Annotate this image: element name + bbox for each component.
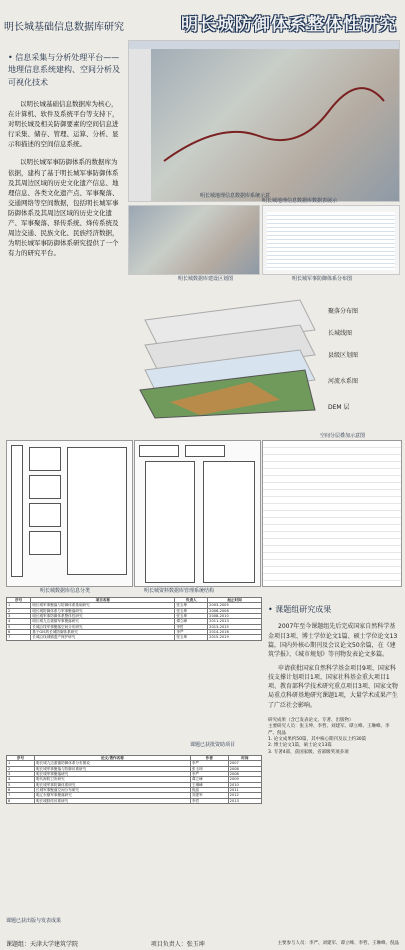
table-cell: 谭立峰 <box>190 777 228 782</box>
table2 <box>6 755 262 804</box>
table-cell: 2014-2016 <box>208 629 262 634</box>
table-cell: 2007 <box>228 761 261 766</box>
table-cell: 李严 <box>175 629 208 634</box>
table-cell: 明代海防卫所研究 <box>34 777 190 782</box>
layer-item-4: 河流水系图 <box>328 378 359 385</box>
table-cell: 明长城军事防御体系研究 <box>34 782 190 787</box>
table-cell: 8 <box>7 798 35 803</box>
table-cell: 1 <box>7 761 35 766</box>
table-cell: 刘建军 <box>190 793 228 798</box>
intro-heading-text: 信息采集与分析处理平台——地理信息系统建构、空间分析及可视化技术 <box>8 53 120 87</box>
table-cell: 长城沿线军事聚落空间分布研究 <box>31 624 175 629</box>
flow2-top-2 <box>185 445 225 457</box>
table-cell: 张玉坤 <box>175 603 208 608</box>
table-cell: 2009 <box>228 777 261 782</box>
table-cell: 明长城军事聚落研究 <box>34 771 190 776</box>
table-cell: 3 <box>7 613 31 618</box>
table-cell: 李哲 <box>190 798 228 803</box>
classification-table <box>262 440 402 587</box>
table-cell: 李哲 <box>175 624 208 629</box>
table-cell: 李严 <box>190 771 228 776</box>
research-heading <box>268 604 398 616</box>
table-cell: 明长城九边重镇军事聚落研究 <box>31 619 175 624</box>
table-cell: 张玉坤 <box>190 766 228 771</box>
intro-bullet: • <box>8 53 13 62</box>
layers-diagram <box>130 290 398 430</box>
table-cell: 2 <box>7 766 35 771</box>
research-bullet: • <box>268 605 273 614</box>
research-note: 1. 论文成果约50篇，其中核心期刊及以上约30篇 <box>268 736 367 742</box>
table-row <box>7 635 262 640</box>
research-para-1: 2007年至今课题组先后完成国家自然科学基金项目3项、博士学位论文1篇、硕士学位论文13篇，国内外核心期刊及会议论文50余篇，在《建筑学报》、《城市规划》等刊物发表论文多篇。 <box>268 623 398 659</box>
intro-paragraph-1: 以明长城基础信息数据库为核心，在计算机、软件及系统平台等支持下，对明长城及相关防御要素的空间信息进行采集、储存、管理、运算、分析、显示和描述的空间信息系统。 <box>8 100 119 149</box>
table-cell: 张玉坤 <box>175 635 208 640</box>
table-cell: 长城军事聚落空间分布研究 <box>34 787 190 792</box>
table-cell: 基于GIS的长城防御体系研究 <box>31 629 175 634</box>
table-cell: 5 <box>7 624 31 629</box>
gis-map-small-1 <box>128 205 260 275</box>
research-note: 2. 博士论文1篇，硕士论文13篇 <box>268 743 332 749</box>
footer <box>0 936 405 950</box>
table-cell: 4 <box>7 777 35 782</box>
table-cell: 4 <box>7 619 31 624</box>
table-cell: 2015-2019 <box>208 635 262 640</box>
layer-item-3: 县级区划图 <box>328 352 359 359</box>
table-cell: 6 <box>7 787 35 792</box>
caption-flow1: 明长城数据库信息分类 <box>40 588 91 594</box>
table1-header-cell: 负责人 <box>175 598 208 603</box>
flow1-node-d <box>29 531 61 555</box>
flowchart-2 <box>134 440 261 587</box>
flow1-node-a <box>29 447 61 471</box>
table-cell: 倪晶 <box>190 787 228 792</box>
table-cell: 1 <box>7 603 31 608</box>
flow1-node-b <box>29 475 61 499</box>
caption-maps-row-2: 明长城军事防御体系分布图 <box>292 276 353 282</box>
great-wall-line <box>159 81 389 181</box>
table-cell: 3 <box>7 771 35 776</box>
table-row <box>7 798 262 803</box>
table-cell: 6 <box>7 629 31 634</box>
table2-header-cell: 作者 <box>190 756 228 761</box>
gis-table-screenshot <box>262 205 400 275</box>
table-cell: 张玉坤 <box>175 613 208 618</box>
intro-paragraph-2: 以明长城军事防御体系的数据库为依据，建构了基于明长城军事防御体系及其周边区域的历史文化遗产信息、地理信息、各类文化遗产点、军事聚落、交通网络等空间数据，包括明长城军事防御体系及其周边区域的历史文化遗产、军事聚落、驿传系统、烽传系统及周边交通、民族文化、民族经济数据，为明长城军事防御体系研究提供了一个有力的研究平台。 <box>8 158 119 258</box>
table-cell: 5 <box>7 782 35 787</box>
table-cell: 明辽东镇军事聚落研究 <box>34 793 190 798</box>
table2-header-cell: 时间 <box>228 756 261 761</box>
table-cell: 2008 <box>228 771 261 776</box>
research-note: 3. 专著4部，获国家级、省部级奖项多项 <box>268 749 349 755</box>
flow2-column-1 <box>145 461 195 583</box>
header-right-title: 明长城防御体系整体性研究 <box>181 15 397 35</box>
research-note: 研究成果（含已发表论文、专著、出版物） <box>268 718 354 724</box>
table-cell: 张玉坤 <box>175 608 208 613</box>
table-cell: 2011 <box>228 787 261 792</box>
table1-header-cell: 序号 <box>7 598 31 603</box>
gis-layer-panel <box>129 49 151 201</box>
caption-gis-platform-2: 明长城地理信息数据库数据表展示 <box>262 198 338 204</box>
footer-right: 主要参与人员：李严、刘建军、谭立峰、李哲、王琳峰、倪晶 <box>277 941 399 946</box>
caption-gis-platform: 明长城地理信息数据库系统示意 <box>200 193 271 199</box>
caption-flow2: 明长城资料数据库管理系统结构 <box>144 588 215 594</box>
research-heading-text: 课题组研究成果 <box>275 605 332 614</box>
layer-item-1: 聚落分布图 <box>328 308 359 315</box>
table-cell: 2006-2008 <box>208 608 262 613</box>
caption-maps-row: 明长城数据库建设区划图 <box>178 276 234 282</box>
caption-layers: 空间分层叠加示意图 <box>320 433 366 439</box>
table1-header-cell: 起止时间 <box>208 598 262 603</box>
classification-rows <box>263 441 401 586</box>
gis-main-screenshot <box>128 40 400 202</box>
table-cell: 2008-2010 <box>208 613 262 618</box>
flow1-node-c <box>29 503 61 527</box>
table-cell: 2011-2013 <box>208 619 262 624</box>
table2-header-cell: 序号 <box>7 756 35 761</box>
header-left-title: 明长城基础信息数据库研究 <box>4 22 124 33</box>
table-cell: 2013 <box>228 798 261 803</box>
flowchart-1 <box>6 440 133 587</box>
table-cell: 明长城驿传体系研究 <box>34 798 190 803</box>
research-para-2: 申请获批国家自然科学基金项目9项、国家科技支撑计划项目1项、国家社科基金重大项目1项、教育部科学技术研究重点项目3项、国家文物局重点科研基地研究课题1项，大量学术成果产生了广泛社会影响。 <box>268 664 398 709</box>
flow1-leaves <box>67 447 127 575</box>
layer-item-2: 长城线图 <box>328 330 353 337</box>
intro-block <box>8 52 120 258</box>
table-cell: 李严 <box>190 761 228 766</box>
table1 <box>6 597 262 641</box>
table1-header-cell: 项目名称 <box>31 598 175 603</box>
flow1-root <box>11 445 23 577</box>
caption-table2: 课题已获出版与发表成果 <box>6 918 62 924</box>
footer-left: 课题组：天津大学建筑学院 <box>6 940 79 948</box>
table1-wrapper <box>6 597 262 641</box>
table-cell: 2008 <box>228 766 261 771</box>
layer-item-5: DEM 层 <box>328 404 350 411</box>
table-cell: 明长城军事防御体系整体性研究 <box>31 613 175 618</box>
table-rows <box>267 212 395 270</box>
table-cell: 明长城九边重镇防御体系分布图说 <box>34 761 190 766</box>
table-cell: 2013-2015 <box>208 624 262 629</box>
flow2-column-2 <box>203 461 255 583</box>
intro-heading <box>8 52 120 89</box>
layers-svg <box>130 290 320 420</box>
table-cell: 长城沿线城镇遗产保护研究 <box>31 635 175 640</box>
table-cell: 7 <box>7 635 31 640</box>
table2-header-cell: 论文/著作名称 <box>34 756 190 761</box>
table-cell: 2012 <box>228 793 261 798</box>
table-cell: 明长城军事聚落与防御体系研究 <box>34 766 190 771</box>
table-cell: 明长城防御体系与军事聚落研究 <box>31 608 175 613</box>
gis-toolbar <box>129 41 399 49</box>
flow2-top <box>139 445 179 457</box>
table-cell: 谭立峰 <box>175 619 208 624</box>
table-cell: 2010 <box>228 782 261 787</box>
table-cell: 2 <box>7 608 31 613</box>
table-cell: 2003-2005 <box>208 603 262 608</box>
research-notes <box>268 718 398 756</box>
table2-wrapper <box>6 755 262 804</box>
caption-table1: 课题已获批资助项目 <box>190 742 236 748</box>
research-block <box>268 604 398 756</box>
table-cell: 明长城军事聚落与防御体系基础研究 <box>31 603 175 608</box>
table-cell: 王琳峰 <box>190 782 228 787</box>
table-cell: 7 <box>7 793 35 798</box>
research-note: 主要研究人员：张玉坤、李哲、刘建军、谭立峰、王琳峰、李严、倪晶 <box>268 724 390 736</box>
footer-mid: 项目负责人：张玉坤 <box>150 940 205 948</box>
